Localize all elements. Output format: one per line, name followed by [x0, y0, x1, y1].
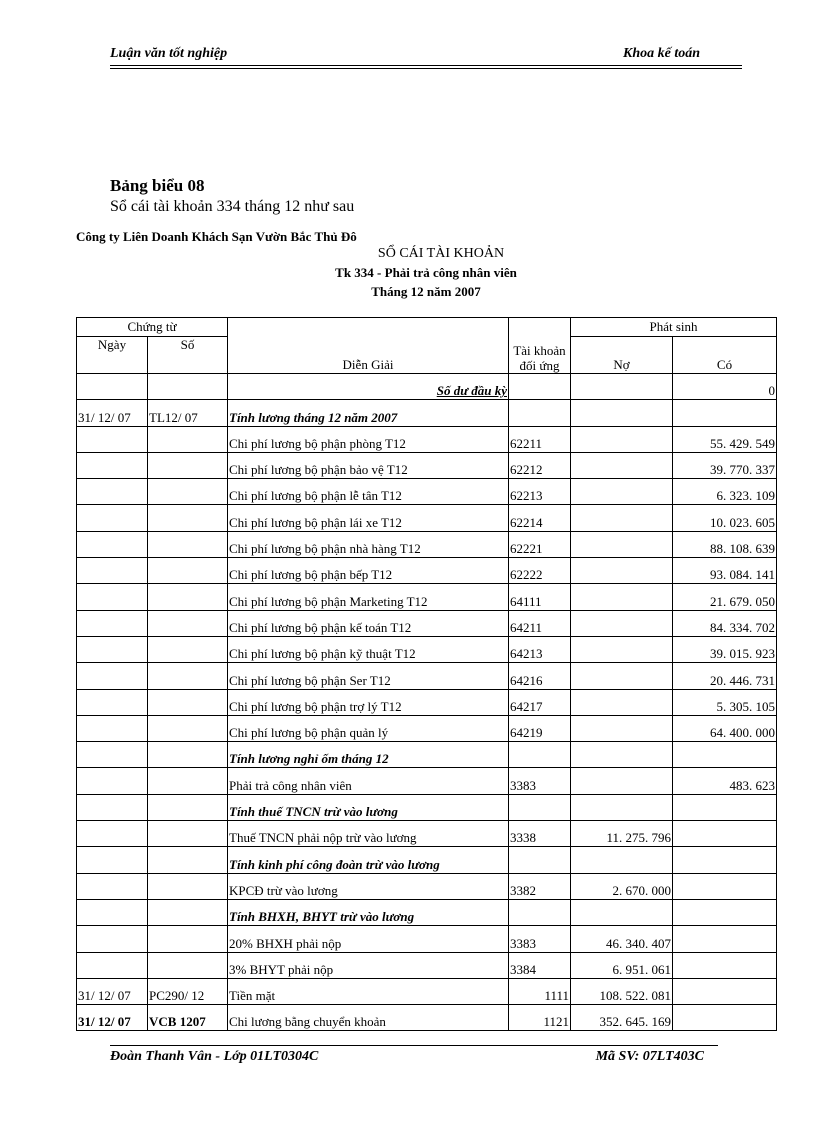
row-debit: [571, 610, 673, 636]
row-account: 64211: [509, 610, 571, 636]
row-date: [77, 899, 148, 925]
header-rule-top: [110, 65, 742, 66]
table-subtitle: Sổ cái tài khoản 334 tháng 12 như sau: [110, 198, 355, 215]
col-phat-sinh: Phát sinh: [571, 318, 777, 337]
table-row: [77, 794, 777, 820]
row-voucher: TL12/ 07: [148, 400, 228, 426]
row-credit: 84. 334. 702: [673, 610, 777, 636]
row-debit: [571, 531, 673, 557]
row-voucher: [148, 873, 228, 899]
row-description: Chi phí lương bộ phận bảo vệ T12: [228, 452, 509, 478]
row-date: [77, 742, 148, 768]
col-ngay: Ngày: [77, 337, 148, 374]
col-tai-khoan: Tài khoản đối ứng: [509, 318, 571, 374]
row-account: 62213: [509, 479, 571, 505]
row-description: Chi phí lương bộ phận nhà hàng T12: [228, 531, 509, 557]
col-co: Có: [673, 337, 777, 374]
table-row: [77, 426, 777, 452]
row-date: [77, 610, 148, 636]
table-row: [77, 452, 777, 478]
table-row: [77, 663, 777, 689]
row-debit: 6. 951. 061: [571, 952, 673, 978]
row-date: [77, 873, 148, 899]
row-debit: [571, 584, 673, 610]
row-voucher: [148, 794, 228, 820]
row-debit: 2. 670. 000: [571, 873, 673, 899]
account-title: Tk 334 - Phải trả công nhân viên: [335, 265, 517, 280]
row-account: [509, 899, 571, 925]
row-date: [77, 821, 148, 847]
row-account: 64111: [509, 584, 571, 610]
row-date: [77, 452, 148, 478]
row-description: Chi phí lương bộ phận kế toán T12: [228, 610, 509, 636]
row-voucher: [148, 636, 228, 662]
ledger-body: [77, 400, 777, 1031]
row-date: [77, 426, 148, 452]
row-debit: [571, 558, 673, 584]
table-row: [77, 584, 777, 610]
table-row: [77, 636, 777, 662]
row-credit: 483. 623: [673, 768, 777, 794]
row-account: 64219: [509, 715, 571, 741]
row-description: KPCĐ trừ vào lương: [228, 873, 509, 899]
row-voucher: [148, 899, 228, 925]
row-voucher: [148, 663, 228, 689]
row-credit: [673, 742, 777, 768]
page-header: [110, 46, 742, 64]
table-row: [77, 715, 777, 741]
table-row: [77, 847, 777, 873]
table-row: [77, 1005, 777, 1031]
row-account: 3382: [509, 873, 571, 899]
company-name: Công ty Liên Doanh Khách Sạn Vườn Bắc Thủ Đô: [76, 229, 357, 244]
opening-balance-label: Số dư đầu kỳ: [228, 374, 509, 400]
row-debit: 352. 645. 169: [571, 1005, 673, 1031]
header-thesis-label: Luận văn tốt nghiệp: [110, 46, 228, 61]
row-description: Chi phí lương bộ phận Marketing T12: [228, 584, 509, 610]
row-date: [77, 926, 148, 952]
footer-student-id: Mã SV: 07LT403C: [595, 1049, 704, 1064]
row-account: 62212: [509, 452, 571, 478]
row-description: Tính thuế TNCN trừ vào lương: [228, 794, 509, 820]
row-voucher: PC290/ 12: [148, 978, 228, 1004]
row-voucher: [148, 768, 228, 794]
table-row: [77, 768, 777, 794]
row-credit: [673, 978, 777, 1004]
row-account: 3338: [509, 821, 571, 847]
row-date: 31/ 12/ 07: [77, 400, 148, 426]
row-date: [77, 479, 148, 505]
row-description: Chi lương bằng chuyển khoản: [228, 1005, 509, 1031]
row-account: [509, 794, 571, 820]
col-so: Số: [148, 337, 228, 374]
table-row: [77, 821, 777, 847]
table-row: [77, 400, 777, 426]
row-description: Phải trả công nhân viên: [228, 768, 509, 794]
row-credit: [673, 952, 777, 978]
row-credit: [673, 400, 777, 426]
row-voucher: VCB 1207: [148, 1005, 228, 1031]
table-row: [77, 952, 777, 978]
row-account: 1111: [509, 978, 571, 1004]
row-voucher: [148, 689, 228, 715]
row-credit: 64. 400. 000: [673, 715, 777, 741]
row-voucher: [148, 584, 228, 610]
row-credit: [673, 794, 777, 820]
row-voucher: [148, 505, 228, 531]
row-description: Chi phí lương bộ phận lễ tân T12: [228, 479, 509, 505]
row-credit: 93. 084. 141: [673, 558, 777, 584]
row-credit: [673, 847, 777, 873]
row-description: Tính BHXH, BHYT trừ vào lương: [228, 899, 509, 925]
row-account: [509, 847, 571, 873]
row-date: [77, 584, 148, 610]
row-description: Chi phí lương bộ phận trợ lý T12: [228, 689, 509, 715]
row-debit: [571, 899, 673, 925]
row-account: 62221: [509, 531, 571, 557]
table-row: [77, 505, 777, 531]
row-description: Chi phí lương bộ phận kỹ thuật T12: [228, 636, 509, 662]
row-account: [509, 400, 571, 426]
row-description: 3% BHYT phải nộp: [228, 952, 509, 978]
col-no: Nợ: [571, 337, 673, 374]
row-date: [77, 636, 148, 662]
row-debit: [571, 479, 673, 505]
table-row: [77, 899, 777, 925]
row-credit: 39. 015. 923: [673, 636, 777, 662]
row-date: [77, 689, 148, 715]
row-credit: [673, 873, 777, 899]
row-debit: [571, 400, 673, 426]
row-voucher: [148, 426, 228, 452]
period-title: Tháng 12 năm 2007: [371, 284, 481, 299]
row-date: [77, 505, 148, 531]
row-date: [77, 531, 148, 557]
row-debit: [571, 742, 673, 768]
row-credit: [673, 899, 777, 925]
col-dien-giai: Diễn Giải: [228, 318, 509, 374]
header-rule-bottom: [110, 68, 742, 69]
row-description: Chi phí lương bộ phận lái xe T12: [228, 505, 509, 531]
row-date: [77, 663, 148, 689]
row-voucher: [148, 558, 228, 584]
row-date: [77, 847, 148, 873]
row-description: Chi phí lương bộ phận phòng T12: [228, 426, 509, 452]
table-row: [77, 978, 777, 1004]
footer-rule: [110, 1045, 718, 1046]
row-voucher: [148, 452, 228, 478]
row-debit: [571, 768, 673, 794]
row-account: 3383: [509, 768, 571, 794]
row-description: Chi phí lương bộ phận quản lý: [228, 715, 509, 741]
ledger-title: SỔ CÁI TÀI KHOẢN: [377, 246, 505, 261]
row-debit: [571, 847, 673, 873]
ledger-table: [76, 317, 777, 1031]
col-chung-tu: Chứng từ: [77, 318, 228, 337]
row-debit: 46. 340. 407: [571, 926, 673, 952]
row-debit: [571, 689, 673, 715]
row-description: Tính lương nghỉ ốm tháng 12: [228, 742, 509, 768]
row-description: 20% BHXH phải nộp: [228, 926, 509, 952]
table-row: [77, 689, 777, 715]
row-debit: 108. 522. 081: [571, 978, 673, 1004]
table-row: [77, 873, 777, 899]
row-debit: [571, 505, 673, 531]
row-account: [509, 742, 571, 768]
row-voucher: [148, 742, 228, 768]
opening-balance-row: [77, 374, 777, 400]
row-date: [77, 768, 148, 794]
row-credit: [673, 926, 777, 952]
row-credit: 5. 305. 105: [673, 689, 777, 715]
row-voucher: [148, 952, 228, 978]
row-date: 31/ 12/ 07: [77, 978, 148, 1004]
header-row-1: [77, 318, 777, 337]
row-credit: 6. 323. 109: [673, 479, 777, 505]
row-debit: [571, 715, 673, 741]
footer-author: Đoàn Thanh Vân - Lớp 01LT0304C: [110, 1049, 319, 1064]
row-date: [77, 794, 148, 820]
row-account: 64216: [509, 663, 571, 689]
row-description: Chi phí lương bộ phận bếp T12: [228, 558, 509, 584]
row-debit: [571, 426, 673, 452]
row-description: Chi phí lương bộ phận Ser T12: [228, 663, 509, 689]
row-voucher: [148, 926, 228, 952]
table-row: [77, 558, 777, 584]
row-voucher: [148, 610, 228, 636]
row-description: Tính lương tháng 12 năm 2007: [228, 400, 509, 426]
row-account: 62214: [509, 505, 571, 531]
row-voucher: [148, 479, 228, 505]
row-credit: [673, 821, 777, 847]
row-credit: 88. 108. 639: [673, 531, 777, 557]
table-row: [77, 531, 777, 557]
row-credit: 39. 770. 337: [673, 452, 777, 478]
row-account: 62222: [509, 558, 571, 584]
row-debit: [571, 794, 673, 820]
row-credit: 21. 679. 050: [673, 584, 777, 610]
row-voucher: [148, 531, 228, 557]
row-debit: 11. 275. 796: [571, 821, 673, 847]
row-account: 3384: [509, 952, 571, 978]
table-caption: Bảng biểu 08: [110, 176, 205, 195]
row-credit: 55. 429. 549: [673, 426, 777, 452]
opening-balance-value: 0: [673, 374, 777, 400]
row-date: 31/ 12/ 07: [77, 1005, 148, 1031]
row-account: 62211: [509, 426, 571, 452]
row-debit: [571, 452, 673, 478]
row-account: 1121: [509, 1005, 571, 1031]
table-row: [77, 742, 777, 768]
table-row: [77, 926, 777, 952]
row-voucher: [148, 821, 228, 847]
row-debit: [571, 636, 673, 662]
row-description: Tiền mặt: [228, 978, 509, 1004]
row-description: Tính kinh phí công đoàn trừ vào lương: [228, 847, 509, 873]
row-description: Thuế TNCN phải nộp trừ vào lương: [228, 821, 509, 847]
row-credit: 10. 023. 605: [673, 505, 777, 531]
table-row: [77, 610, 777, 636]
header-faculty-label: Khoa kế toán: [622, 46, 700, 61]
row-account: 64213: [509, 636, 571, 662]
row-voucher: [148, 847, 228, 873]
row-debit: [571, 663, 673, 689]
row-credit: 20. 446. 731: [673, 663, 777, 689]
row-voucher: [148, 715, 228, 741]
row-account: 64217: [509, 689, 571, 715]
table-row: [77, 479, 777, 505]
row-date: [77, 715, 148, 741]
row-date: [77, 952, 148, 978]
row-date: [77, 558, 148, 584]
row-account: 3383: [509, 926, 571, 952]
row-credit: [673, 1005, 777, 1031]
